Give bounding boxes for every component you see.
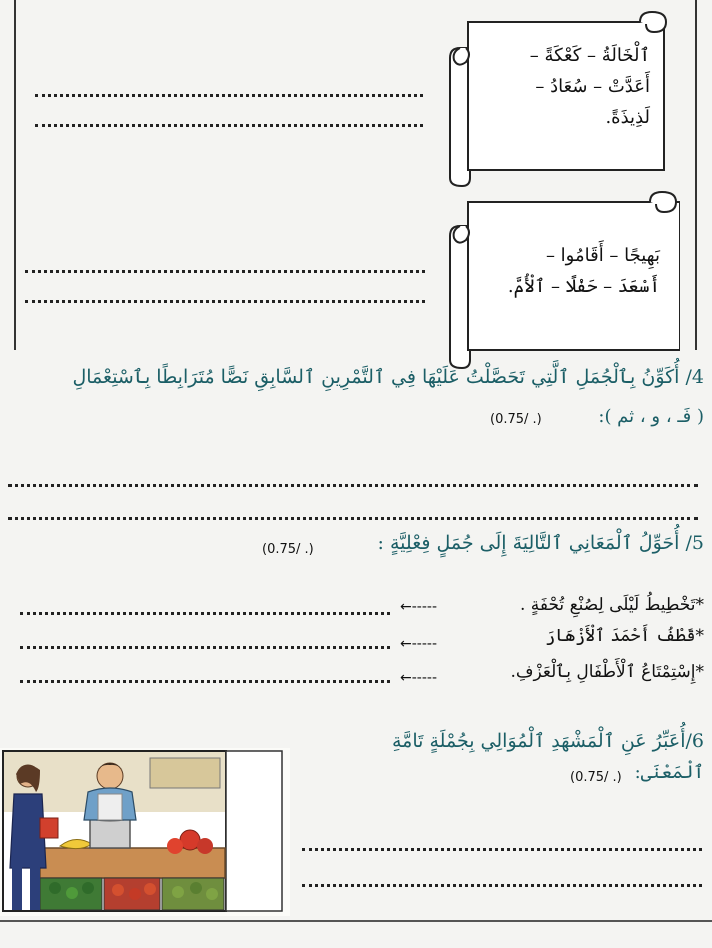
answer-line-3[interactable] — [25, 270, 425, 273]
q6-title-line-2: ٱلْمَعْنَى: — [634, 762, 704, 783]
q6-title: 6/أُعَبِّرُ عَنِ ٱلْمَشْهَدِ ٱلْمُوَالِي بِجُمْلَةٍ تَامَّةِ — [392, 730, 704, 752]
q5-arrow-1: ←----- — [400, 599, 437, 615]
q4-mark: (0.75/ .) — [490, 412, 542, 427]
scroll-2-line-1: بَهِيجًا – أَقَامُوا – — [545, 245, 660, 266]
q5-title: 5/ أُحَوِّلُ ٱلْمَعَانِي ٱلتَّالِيَةَ إِلَى جُمَلٍ فِعْلِيَّةٍ : — [377, 532, 704, 554]
q5-answer-line-2[interactable] — [20, 646, 390, 649]
q5-item-1: *تَخْطِيطُ لَيْلَى لِصُنْعِ تُحْفَةٍ . — [519, 595, 704, 615]
scroll-1-line-3: لَذِيذَةً. — [605, 107, 650, 128]
page-bottom-rule — [0, 920, 712, 922]
q5-arrow-2: ←----- — [400, 636, 437, 652]
q5-item-2: *قَطْفُ أَحْمَدَ ٱلْأَزْهَارَ — [545, 626, 704, 646]
scroll-1-line-2: أَعَدَّتْ – سُعَادُ – — [535, 76, 650, 97]
scroll-1-line-1: ٱلْخَالَةُ – كَعْكَةً – — [529, 45, 650, 66]
q5-answer-line-3[interactable] — [20, 680, 390, 683]
page-frame-left — [14, 0, 16, 350]
q4-answer-line-2[interactable] — [8, 517, 698, 520]
scroll-2-line-2: أَسْعَدَ – حَفْلًا – ٱلْأُمَّ. — [507, 276, 660, 297]
scroll-1-words — [470, 40, 650, 133]
q4-connectors: ( فَـ ، و ، ثم ): — [598, 406, 704, 427]
q5-arrow-3: ←----- — [400, 670, 437, 686]
page-frame-right — [695, 0, 697, 350]
q4-title: 4/ أُكَوِّنُ بِٱلْجُمَلِ ٱلَّتِي تَحَصَّلْتُ عَلَيْهَا فِي ٱلتَّمْرِينِ ٱلسَّابِقِ نَصًّا مُتَرَابِطًا بِٱسْتِعْمَالِ — [72, 366, 704, 388]
q5-answer-line-1[interactable] — [20, 612, 390, 615]
answer-line-1[interactable] — [35, 94, 423, 97]
answer-line-4[interactable] — [25, 300, 425, 303]
answer-line-2[interactable] — [35, 124, 423, 127]
q6-mark: (0.75/ .) — [570, 770, 622, 785]
q6-answer-line-2[interactable] — [302, 884, 702, 887]
q6-answer-line-1[interactable] — [302, 848, 702, 851]
q4-answer-line-1[interactable] — [8, 484, 698, 487]
scroll-2-words — [470, 240, 660, 302]
q5-mark: (0.75/ .) — [262, 542, 314, 557]
q5-item-3: *إِسْتِمْتَاعُ ٱلْأَطْفَالِ بِٱلْعَزْفِ. — [510, 662, 704, 682]
market-scene-image — [0, 748, 290, 916]
